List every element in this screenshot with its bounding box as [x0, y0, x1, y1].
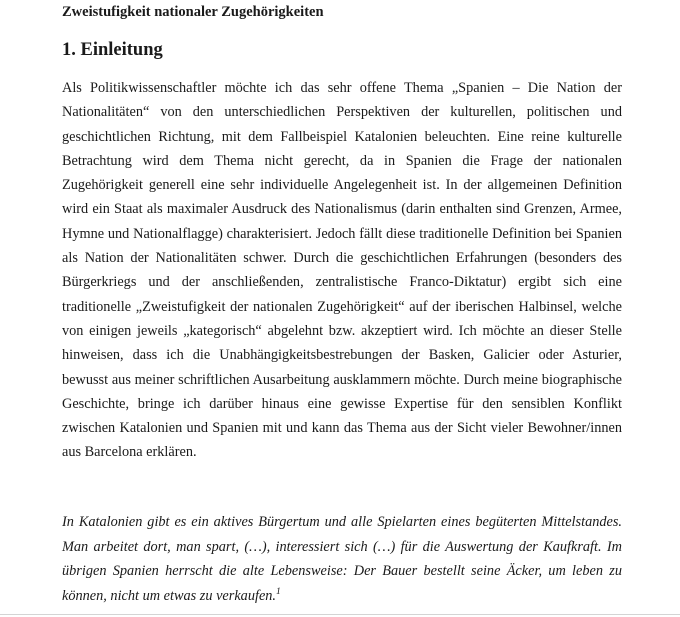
quote-paragraph [62, 510, 622, 608]
document-title: Zweistufigkeit nationaler Zugehörigkeiten [62, 4, 324, 20]
footnote-reference[interactable]: 1 [276, 586, 281, 597]
body-paragraph: Als Politikwissenschaftler möchte ich das sehr offene Thema „Spanien – Die Nation der Nationalitäten“ von den unterschiedlichen Perspektiven der kulturellen, politischen und geschichtlichen Richtung, mit dem Fallbeispiel Katalonien beleuchten. Eine reine kulturelle Betrachtung wird dem Thema nicht gerecht, da in Spanien die Frage der nationalen Zugehörigkeit generell eine sehr individuelle Angelegenheit ist. In der allgemeinen Definition wird ein Staat als maximaler Ausdruck des Nationalismus (darin enthalten sind Grenzen, Armee, Hymne und Nationalflagge) charakterisiert. Jedoch fällt diese traditionelle Definition bei Spanien als Nation der Nationalitäten schwer. Durch die geschichtlichen Erfahrungen (besonders des Bürgerkriegs und der anschließenden, zentralistische Franco-Diktatur) ergibt sich eine traditionelle „Zweistufigkeit der nationalen Zugehörigkeit“ auf der iberischen Halbinsel, welche von einigen jeweils „kategorisch“ abgelehnt bzw. akzeptiert wird. Ich möchte an dieser Stelle hinweisen, dass ich die Unabhängigkeitsbestrebungen der Basken, Galicier oder Asturier, bewusst aus meiner schriftlichen Ausarbeitung ausklammern möchte. Durch meine biographische Geschichte, bringe ich darüber hinaus eine gewisse Expertise für den sensiblen Konflikt zwischen Katalonien und Spanien mit und kann das Thema aus der Sicht vieler Bewohner/innen aus Barcelona erklären. [62, 80, 622, 461]
page-bottom-divider [0, 614, 680, 615]
quote-text: In Katalonien gibt es ein aktives Bürgertum und alle Spielarten eines begüterten Mittelstandes. Man arbeitet dort, man spart, (…), interessiert sich (…) für die Auswertung der Kaufkraft. Im übrigen Spanien herrscht die alte Lebensweise: Der Bauer bestellt seine Äcker, um leben zu können, nicht um etwas zu verkaufen. [62, 514, 622, 604]
section-heading: 1. Einleitung [62, 40, 163, 60]
